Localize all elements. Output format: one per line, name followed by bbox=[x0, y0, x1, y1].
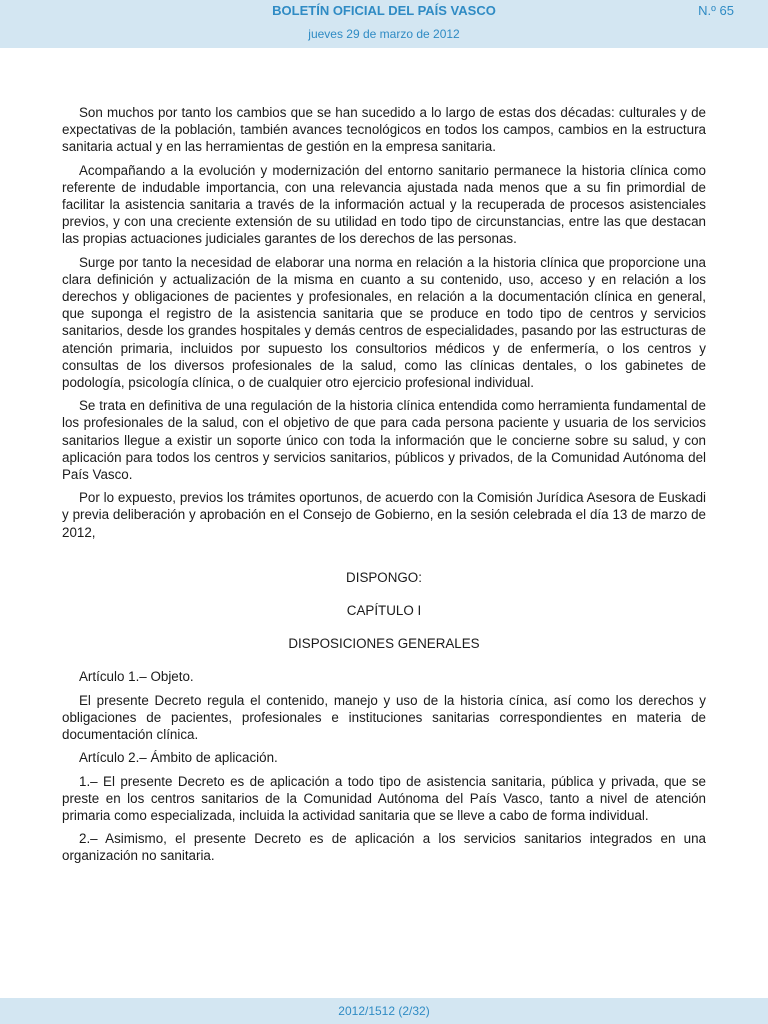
issue-date: jueves 29 de marzo de 2012 bbox=[308, 27, 460, 41]
bulletin-title: BOLETÍN OFICIAL DEL PAÍS VASCO bbox=[272, 3, 496, 18]
article-1-text: El presente Decreto regula el contenido, manejo y uso de la historia cínica, así como los derechos y obligaciones de pacientes, profesionales e instituciones sanitarias correspondientes en materia de documentación clínica. bbox=[62, 692, 706, 743]
chapter-title: DISPOSICIONES GENERALES bbox=[288, 636, 480, 652]
body-paragraph: Por lo expuesto, previos los trámites oportunos, de acuerdo con la Comisión Jurídica Asesora de Euskadi y previa deliberación y aprobación en el Consejo de Gobierno, en la sesión celebrada el día 13 de marzo de 2012, bbox=[62, 490, 706, 540]
page-reference: 2012/1512 (2/32) bbox=[338, 1004, 430, 1018]
dispongo-heading: DISPONGO: bbox=[346, 569, 422, 585]
article-2-paragraph-1: 1.– El presente Decreto es de aplicación a todo tipo de asistencia sanitaria, pública y privada, que se preste en los centros sanitarios de la Comunidad Autónoma del País Vasco, tanto a nivel de atención primaria como especializada, incluida la actividad sanitaria que se lleve a cabo de forma individual. bbox=[62, 773, 706, 823]
article-2-paragraph-2: 2.– Asimismo, el presente Decreto es de aplicación a los servicios sanitarios integrados en una organización no sanitaria. bbox=[62, 831, 706, 864]
page-header bbox=[0, 0, 768, 48]
document-body bbox=[62, 104, 706, 871]
body-paragraph: Se trata en definitiva de una regulación de la historia clínica entendida como herramienta fundamental de los profesionales de la salud, con el objetivo de que para cada persona paciente y usuaria de los servicios sanitarios llegue a existir un soporte único con toda la información que le concierne sobre su salud, y con aplicación para todos los centros y servicios sanitarios, públicos y privados, de la Comunidad Autónoma del País Vasco. bbox=[62, 398, 706, 483]
body-paragraph: Acompañando a la evolución y modernización del entorno sanitario permanece la historia clínica como referente de indudable importancia, con una relevancia ajustada nada menos que a su fin primordial de facilitar la asistencia sanitaria a través de la información actual y la recuperada de procesos asistenciales previos, y con una creciente extensión de su utilidad en todo tipo de circunstancias, entre las que destacan las propias actuaciones judiciales garantes de los derechos de las personas. bbox=[62, 162, 706, 247]
body-paragraph: Son muchos por tanto los cambios que se han sucedido a lo largo de estas dos décadas: culturales y de expectativas de la población, también avances tecnológicos en todos los campos, cambios en la estructura sanitaria actual y en las herramientas de gestión en la empresa sanitaria. bbox=[62, 105, 706, 155]
article-2-title: Artículo 2.– Ámbito de aplicación. bbox=[79, 750, 278, 766]
body-paragraph: Surge por tanto la necesidad de elaborar una norma en relación a la historia clínica que proporcione una clara definición y actualización de la misma en cuanto a su contenido, uso, acceso y en relación a los derechos y obligaciones de pacientes y profesionales, en relación a la documentación clínica en general, que suponga el registro de la asistencia sanitaria que se produce en todo tipo de centros y servicios sanitarios, desde los grandes hospitales y demás centros de especialidades, pasando por las estructuras de atención primaria, incluidos por supuesto los consultorios médicos y de enfermería, o los centros y consultas de los diversos profesionales de la salud, como las clínicas dentales, o los gabinetes de podología, psicología clínica, o de cualquier otro ejercicio profesional individual. bbox=[62, 254, 706, 391]
chapter-heading: CAPÍTULO I bbox=[346, 603, 422, 619]
issue-number: N.º 65 bbox=[698, 3, 734, 18]
article-1-title: Artículo 1.– Objeto. bbox=[79, 669, 194, 685]
page-footer bbox=[0, 998, 768, 1024]
